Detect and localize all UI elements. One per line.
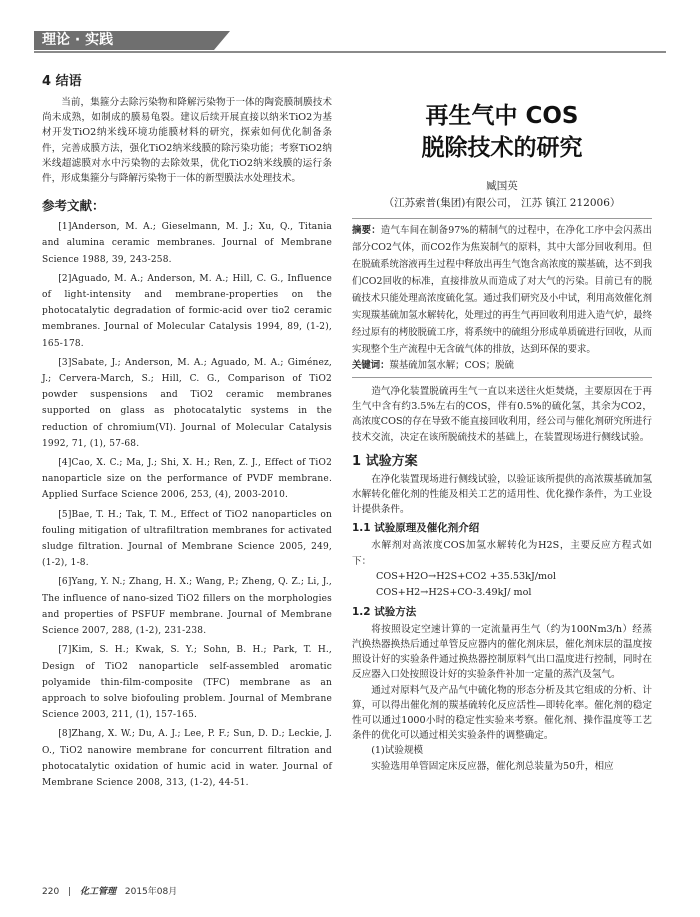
title-line-2: 脱除技术的研究 — [421, 135, 583, 161]
sub12-heading: 1.2 试验方法 — [352, 605, 417, 618]
magazine-name: 化工管理 — [79, 887, 116, 897]
keywords-label: 关键词： — [352, 360, 390, 371]
left-column — [42, 70, 332, 794]
sec1-text: 在净化装置现场进行侧线试验，以验证该所提供的高浓羰基硫加氢水解转化催化剂的性能及相关工艺的适用性、优化操作条件，为工业设计提供条件。 — [352, 473, 652, 516]
keywords-text: 羰基硫加氢水解；COS；脱硫 — [389, 360, 514, 371]
sub12-text-2: 通过对原料气及产品气中硫化物的形态分析及其它组成的分析、计算，可以得出催化剂的羰基硫转化反应活性—即转化率。催化剂的稳定性可以通过1000小时的稳定性实验来考察。催化剂、操作温度等工艺条件的优化可以通过相关实验条件的调整确定。 — [352, 684, 652, 742]
abstract — [352, 222, 652, 358]
reference-item: [2]Aguado, M. A.; Anderson, M. A.; Hill, C. G., Influence of light-intensity and membrane-properties on the photocatalytic degradation of formic-acid over tio2 ceramic membranes. Journal of Molecular Catalysis 1994, 89, (1-2), 165-178. — [42, 273, 332, 349]
footer-separator: | — [68, 887, 72, 897]
conclusion-heading: 4 结语 — [42, 74, 82, 89]
sub12-text-1: 将按照设定空速计算的一定流量再生气（约为100Nm3/h）经蒸汽换热器换热后通过单管反应器内的催化剂床层，催化剂床层的温度按照设计好的实验条件通过换热器控制原料气出口温度进行控制，同时在反应器入口处按照设计好的实验条件补加一定量的蒸汽及氢气。 — [352, 623, 652, 681]
section-label: 理论 · 实践 — [42, 32, 114, 48]
reference-item: [1]Anderson, M. A.; Gieselmann, M. J.; Xu, Q., Titania and alumina ceramic membranes. Journal of Membrane Science 1988, 39, 243-258. — [42, 222, 332, 265]
equation-2: COS+H2→H2S+CO-3.49kJ/ mol — [376, 586, 532, 598]
page-number: 220 — [42, 887, 60, 897]
affiliation: （江苏索普(集团)有限公司， 江苏 镇江 212006） — [383, 197, 621, 209]
reference-item: [3]Sabate, J.; Anderson, M. A.; Aguado, M. A.; Giménez, J.; Cervera-March, S.; Hill, C. G., Comparison of TiO2 powder suspensions and TiO2 ceramic membranes supported on glass as photocatalytic systems in the reduction of chromium(VI). Journal of Molecular Catalysis 1992, 71, (1), 57-68. — [42, 357, 332, 449]
references-heading: 参考文献： — [42, 198, 105, 214]
section-header — [0, 28, 700, 54]
sub11-text: 水解剂对高浓度COS加氢水解转化为H2S，主要反应方程式如下： — [352, 540, 652, 567]
issue-date: 2015年08月 — [124, 887, 178, 897]
author: 臧国英 — [486, 180, 518, 192]
article-title — [352, 100, 652, 164]
reference-item: [7]Kim, S. H.; Kwak, S. Y.; Sohn, B. H.; Park, T. H., Design of TiO2 nanoparticle self-assembled aromatic polyamide thin-film-composite (TFC) membrane as an approach to solve biofouling problem. Journal of Membrane Science 2003, 211, (1), 157-165. — [42, 645, 332, 721]
intro-text: 造气净化装置脱硫再生气一直以来送往火炬焚烧，主要原因在于再生气中含有约3.5%左右的COS，伴有0.5%的硫化氢，其余为CO2，高浓度COS的存在导致不能直接回收利用，经公司与催化剂研究所进行技术交流，决定在该所脱硫技术的基础上，在装置现场进行侧线试验。 — [352, 386, 652, 443]
page-footer — [42, 884, 183, 897]
abstract-box — [352, 218, 652, 378]
conclusion-text: 当前，集箍分去除污染物和降解污染物于一体的陶瓷膜制膜技术尚未成熟，如制成的膜易龟裂。建议后续开展直接以纳米TiO2为基材开发TiO2纳米线环境功能膜材料的研究，探索如何优化制备条件，完善成膜方法，强化TiO2纳米线膜的除污染功能；考察TiO2纳米线超滤膜对水中污染物的去除效果，优化TiO2纳米线膜的运行条件，形成集箍分与降解污染物于一体的新型膜法水处理技术。 — [42, 97, 332, 185]
title-line-1: 再生气中 COS — [425, 103, 579, 129]
sub11-heading: 1.1 试验原理及催化剂介绍 — [352, 522, 480, 535]
reference-item: [4]Cao, X. C.; Ma, J.; Shi, X. H.; Ren, Z. J., Effect of TiO2 nanoparticle size on the performance of PVDF membrane. Applied Surface Science 2006, 253, (4), 2003-2010. — [42, 458, 332, 501]
sec1-heading: 1 试验方案 — [352, 453, 418, 469]
sub12-item: (1)试验规模 — [371, 745, 424, 757]
right-column — [352, 70, 652, 774]
equation-1: COS+H2O→H2S+CO2 +35.53kJ/mol — [376, 570, 556, 582]
keywords — [352, 358, 652, 378]
abstract-text: 造气车间在制备97%的精制气的过程中，在净化工序中会闪蒸出部分CO2气体，而CO2作为焦炭制气的原料，其中大部分回收利用。但在脱硫系统溶液再生过程中释放出再生气饱含高浓度的羰基硫，达不到我们CO2回收的标准，直接排放从而造成了对大气的污染。目前已有的脱硫技术只能处理高浓度硫化氢。通过我们研究及小中试，利用高效催化剂实现羰基硫加氢水解转化，处理过的再生气再回收利用进入造气炉，最终经过原有的栲胶脱硫工序，将系统中的硫组分形成单质硫进行回收，从而实现整个生产流程中无含硫气体的排放，达到环保的要求。 — [352, 225, 653, 355]
reference-item: [6]Yang, Y. N.; Zhang, H. X.; Wang, P.; Zheng, Q. Z.; Li, J., The influence of nano-sized TiO2 fillers on the morphologies and properties of PSFUF membrane. Journal of Membrane Science 2007, 288, (1-2), 231-238. — [42, 577, 332, 637]
header-rule — [34, 51, 666, 53]
sub12-text-3: 实验选用单管固定床反应器，催化剂总装量为50升，相应 — [371, 760, 614, 772]
reference-item: [5]Bae, T. H.; Tak, T. M., Effect of TiO2 nanoparticles on fouling mitigation of ultrafiltration membranes for activated sludge filtration. Journal of Membrane Science 2005, 249, (1-2), 1-8. — [42, 509, 332, 569]
abstract-label: 摘要： — [352, 225, 381, 236]
reference-item: [8]Zhang, X. W.; Du, A. J.; Lee, P. F.; Sun, D. D.; Leckie, J. O., TiO2 nanowire membrane for concurrent filtration and photocatalytic oxidation of humic acid in water. Journal of Membrane Science 2008, 313, (1-2), 44-51. — [42, 729, 332, 788]
